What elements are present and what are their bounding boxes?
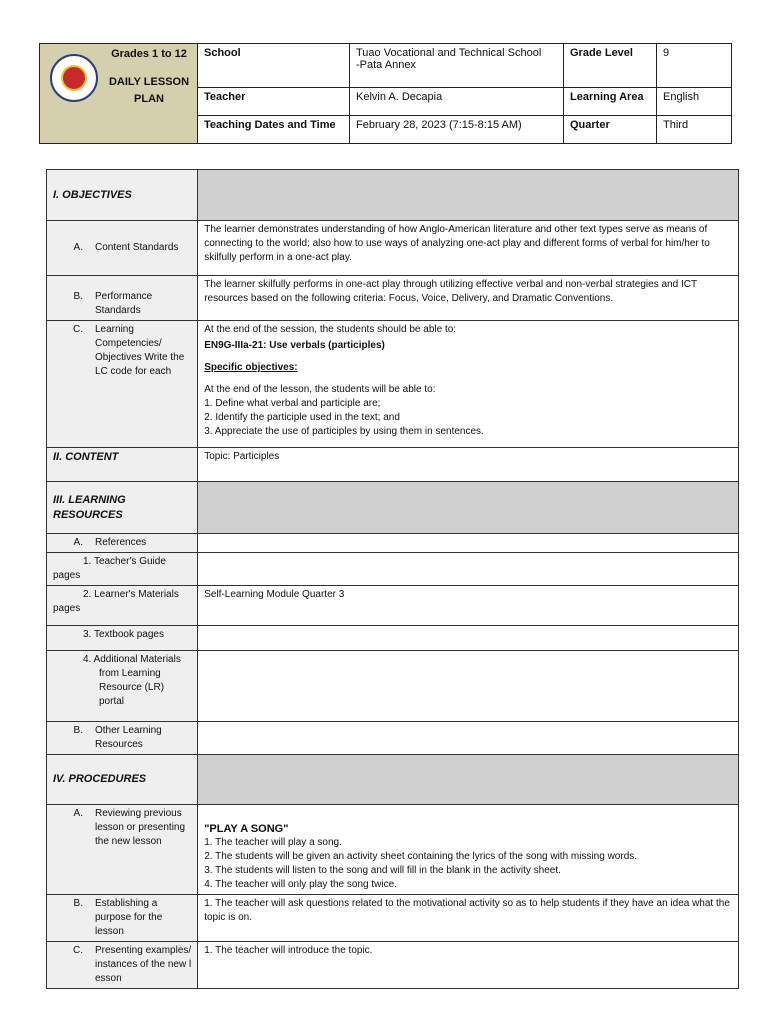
reviewing-label: Reviewing previous lesson or presenting the new lesson [95,808,186,847]
purpose-label-cell [47,895,198,942]
quarter-value: Third [657,115,732,143]
examples-text: 1. The teacher will introduce the topic. [198,942,739,989]
references-row [47,534,739,553]
reviewing-content [198,805,739,895]
competencies-label-cell [47,321,198,448]
procedures-section-row [47,755,739,805]
procedure-item: 4. The teacher will only play the song twice. [204,879,397,890]
procedure-item: 1. The teacher will play a song. [204,837,342,848]
examples-label-cell [47,942,198,989]
lc-code: EN9G-IIIa-21: Use verbals (participles) [204,340,385,351]
resources-header-cell [198,482,739,534]
reviewing-row [47,805,739,895]
performance-standards-letter: B. [73,291,83,302]
performance-standards-label-cell [47,276,198,321]
grades-label: Grades 1 to 12 [111,48,187,60]
deped-seal-icon [50,54,98,102]
learners-materials-value: Self-Learning Module Quarter 3 [198,586,739,626]
procedure-item: 3. The students will listen to the song and will fill in the blank in the activity sheet. [204,865,561,876]
quarter-label: Quarter [564,115,657,143]
other-resources-value [198,722,739,755]
objective-item: 2. Identify the participle used in the text; and [204,412,400,423]
content-standards-row [47,221,739,276]
examples-label: Presenting examples/instances of the new lesson [95,945,192,984]
textbook-label: 3. Textbook pages [83,629,164,640]
grade-level-value: 9 [657,44,732,88]
purpose-label: Establishing a purpose for the lesson [95,898,163,937]
additional-materials-row [47,651,739,722]
resources-title-cell [47,482,198,534]
performance-standards-row [47,276,739,321]
dlp-title-line1: DAILY LESSON [108,76,190,88]
objectives-title: I. OBJECTIVES [53,188,132,201]
teacher-value: Kelvin A. Decapia [350,88,564,115]
school-value-line2: -Pata Annex [356,59,416,71]
teachers-guide-label: 1. Teacher's Guide pages [53,556,166,581]
procedures-title: IV. PROCEDURES [53,773,147,785]
competencies-letter: C. [73,324,83,335]
competencies-intro: At the end of the session, the students should be able to: [204,324,457,335]
objective-item: 1. Define what verbal and participle are; [204,398,381,409]
performance-standards-text: The learner skilfully performs in one-act play through utilizing effective verbal and non-verbal strategies and ICT resources based on the following criteria: Focus, Voice, Delivery, and Dramatic Conventions. [198,276,739,321]
textbook-value [198,626,739,651]
objectives-section-row [47,170,739,221]
examples-letter: C. [73,945,83,956]
other-resources-row [47,722,739,755]
learners-materials-label-cell [47,586,198,626]
dlp-title [104,74,194,108]
school-label: School [198,44,350,88]
textbook-label-cell [47,626,198,651]
school-value-line1: Tuao Vocational and Technical School [356,47,542,59]
learners-materials-row [47,586,739,626]
logo-cell [40,44,198,144]
additional-materials-value [198,651,739,722]
procedures-header-cell [198,755,739,805]
content-title: II. CONTENT [53,451,119,463]
dates-label: Teaching Dates and Time [198,115,350,143]
specific-objectives-heading: Specific objectives: [204,362,298,373]
procedures-title-cell [47,755,198,805]
competencies-row [47,321,739,448]
content-title-cell [47,448,198,482]
lesson-plan-table [46,169,739,989]
learning-area-value: English [657,88,732,115]
teachers-guide-label-cell [47,553,198,586]
content-row [47,448,739,482]
grade-level-label: Grade Level [564,44,657,88]
teachers-guide-row [47,553,739,586]
school-value [350,44,564,88]
references-label: References [95,537,147,548]
content-standards-letter: A. [73,242,83,253]
header-table [39,43,732,144]
competencies-content [198,321,739,448]
additional-materials-label-cell [47,651,198,722]
examples-row [47,942,739,989]
play-a-song-heading: "PLAY A SONG" [204,823,289,835]
textbook-row [47,626,739,651]
references-letter: A. [73,537,83,548]
other-resources-letter: B. [73,725,83,736]
purpose-text: 1. The teacher will ask questions related to the motivational activity so as to help students if they have an idea what the topic is on. [198,895,739,942]
resources-section-row [47,482,739,534]
content-standards-label: Content Standards [95,242,179,253]
procedure-item: 2. The students will be given an activity sheet containing the lyrics of the song with missing words. [204,851,638,862]
dlp-title-line2: PLAN [134,93,164,105]
references-label-cell [47,534,198,553]
other-resources-label: Other Learning Resources [95,725,162,750]
additional-materials-label: 4. Additional Materials from Learning Resource (LR) portal [83,654,181,707]
resources-title: III. LEARNING RESOURCES [53,493,126,521]
content-standards-label-cell [47,221,198,276]
objectives-title-cell [47,170,198,221]
learning-area-label: Learning Area [564,88,657,115]
content-standards-text: The learner demonstrates understanding of how Anglo-American literature and other text types serve as means of connecting to the world; also how to use ways of analyzing one-act play and different forms of verbal for him/her to skilfully perform in a one-act play. [198,221,739,276]
reviewing-letter: A. [73,808,83,819]
purpose-letter: B. [73,898,83,909]
other-resources-label-cell [47,722,198,755]
performance-standards-label: Performance Standards [95,291,153,316]
content-topic: Topic: Participles [198,448,739,482]
objective-item: 3. Appreciate the use of participles by using them in sentences. [204,426,484,437]
teacher-label: Teacher [198,88,350,115]
learners-materials-label: 2. Learner's Materials pages [53,589,179,614]
purpose-row [47,895,739,942]
reviewing-label-cell [47,805,198,895]
teachers-guide-value [198,553,739,586]
objectives-header-cell [198,170,739,221]
competencies-label: Learning Competencies/ Objectives Write the LC code for each [95,324,185,377]
references-value [198,534,739,553]
specific-objectives-intro: At the end of the lesson, the students will be able to: [204,384,436,395]
dates-value: February 28, 2023 (7:15-8:15 AM) [350,115,564,143]
